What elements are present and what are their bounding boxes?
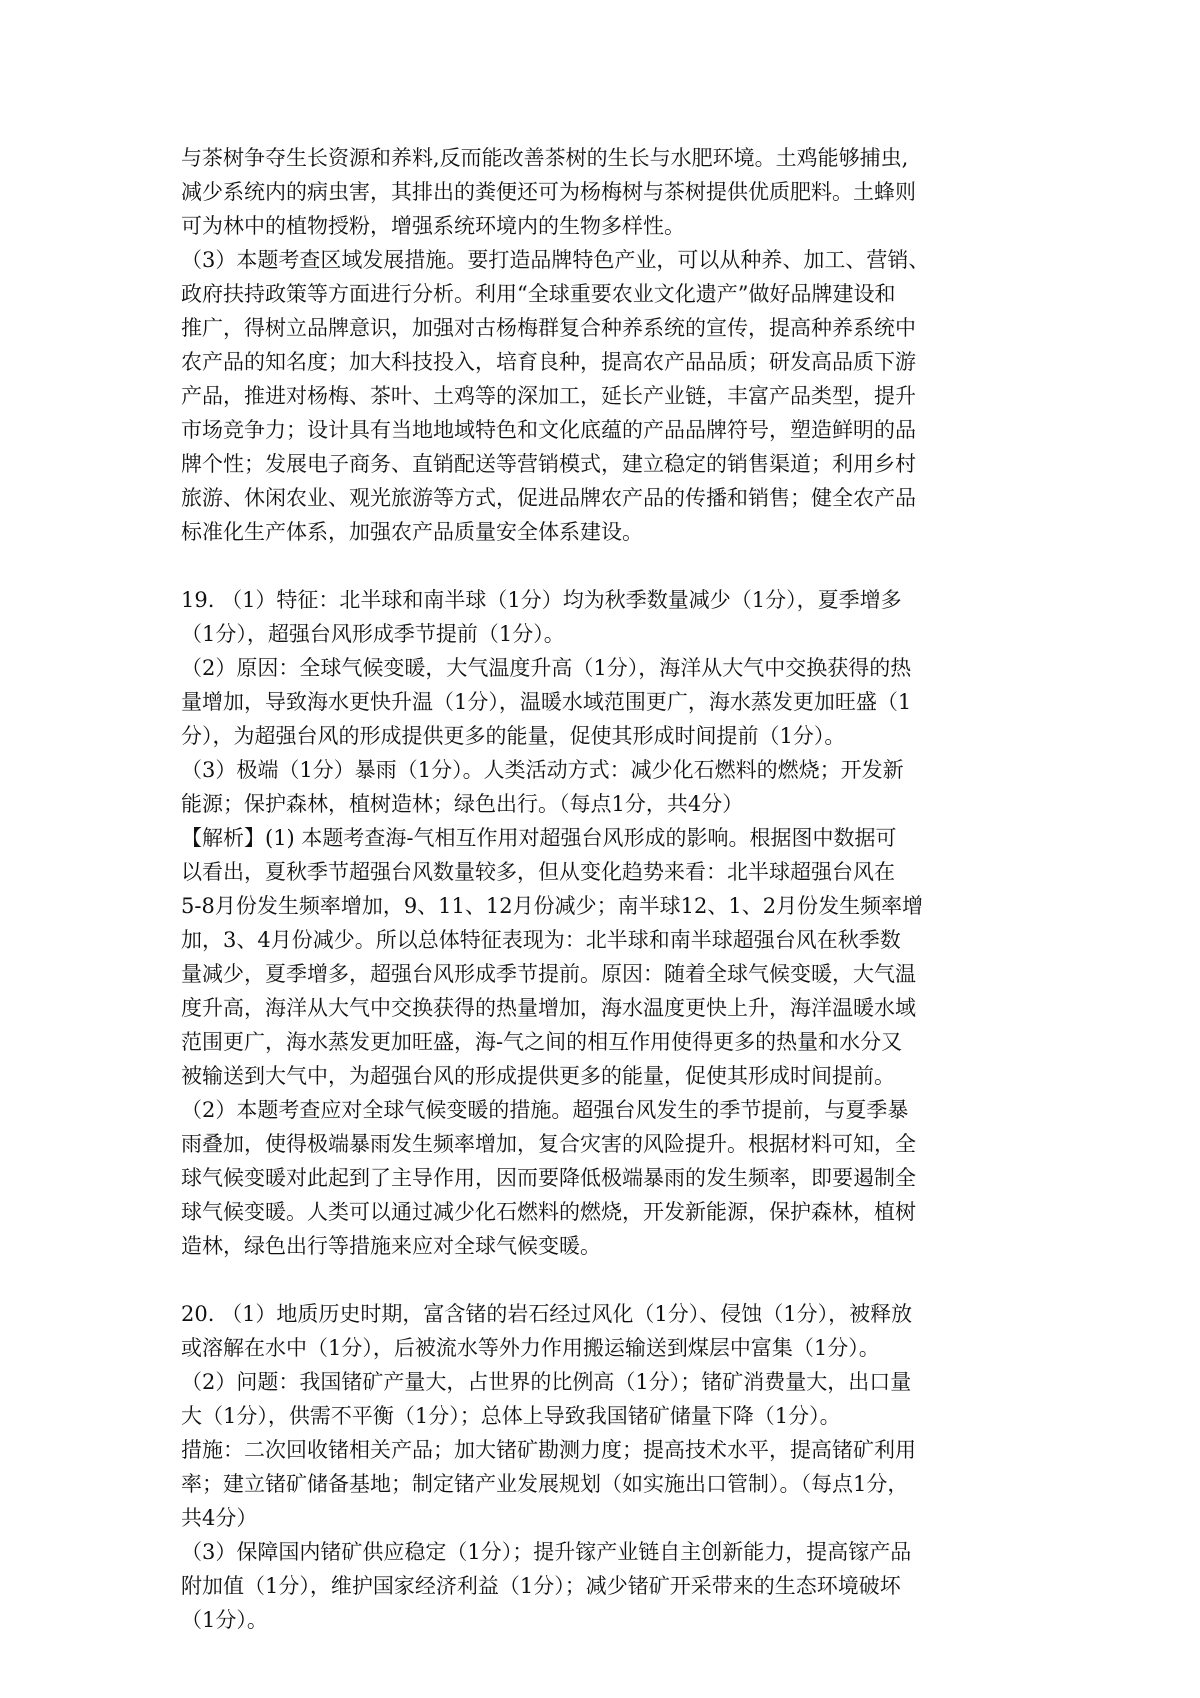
section-spacer	[181, 549, 1021, 583]
text-line: 率；建立锗矿储备基地；制定锗产业发展规划（如实施出口管制）。（每点1分，	[181, 1472, 909, 1496]
text-line: 或溶解在水中（1分），后被流水等外力作用搬运输送到煤层中富集（1分）。	[181, 1336, 880, 1360]
text-line: 可为林中的植物授粉，增强系统环境内的生物多样性。	[181, 214, 685, 238]
section-q20	[181, 1297, 1021, 1637]
text-line: 【解析】(1) 本题考查海-气相互作用对超强台风形成的影响。根据图中数据可	[181, 826, 897, 850]
text-line: 产品，推进对杨梅、茶叶、土鸡等的深加工，延长产业链，丰富产品类型，提升	[181, 384, 916, 408]
text-line: 推广，得树立品牌意识，加强对古杨梅群复合种养系统的宣传，提高种养系统中	[181, 316, 916, 340]
text-line: 被输送到大气中，为超强台风的形成提供更多的能量，促使其形成时间提前。	[181, 1064, 895, 1088]
text-line: 球气候变暖对此起到了主导作用，因而要降低极端暴雨的发生频率，即要遏制全	[181, 1166, 916, 1190]
text-line: （3）保障国内锗矿供应稳定（1分）；提升镓产业链自主创新能力，提高镓产品	[181, 1540, 912, 1564]
text-line: 度升高，海洋从大气中交换获得的热量增加，海水温度更快上升，海洋温暖水域	[181, 996, 916, 1020]
text-line: 加，3、4月份减少。所以总体特征表现为：北半球和南半球超强台风在秋季数	[181, 928, 901, 952]
text-line: （3）极端（1分）暴雨（1分）。人类活动方式：减少化石燃料的燃烧；开发新	[181, 758, 904, 782]
text-line: 20. （1）地质历史时期，富含锗的岩石经过风化（1分）、侵蚀（1分），被释放	[181, 1302, 913, 1326]
text-line: 共4分）	[181, 1506, 258, 1530]
text-line: 球气候变暖。人类可以通过减少化石燃料的燃烧，开发新能源，保护森林，植树	[181, 1200, 916, 1224]
text-line: （2）原因：全球气候变暖，大气温度升高（1分），海洋从大气中交换获得的热	[181, 656, 912, 680]
text-line: 量减少，夏季增多，超强台风形成季节提前。原因：随着全球气候变暖，大气温	[181, 962, 916, 986]
text-line: （2）问题：我国锗矿产量大，占世界的比例高（1分）；锗矿消费量大，出口量	[181, 1370, 912, 1394]
text-line: 5-8月份发生频率增加，9、11、12月份减少；南半球12、1、2月份发生频率增	[181, 894, 924, 918]
text-line: 措施：二次回收锗相关产品；加大锗矿勘测力度；提高技术水平，提高锗矿利用	[181, 1438, 916, 1462]
text-line: 减少系统内的病虫害，其排出的粪便还可为杨梅树与茶树提供优质肥料。土蜂则	[181, 180, 916, 204]
text-line: 与茶树争夺生长资源和养料,反而能改善茶树的生长与水肥环境。土鸡能够捕虫,	[181, 146, 909, 170]
text-line: 政府扶持政策等方面进行分析。利用“全球重要农业文化遗产”做好品牌建设和	[181, 282, 896, 306]
section-q18-continued	[181, 141, 1021, 549]
text-line: 牌个性；发展电子商务、直销配送等营销模式，建立稳定的销售渠道；利用乡村	[181, 452, 916, 476]
text-line: 大（1分），供需不平衡（1分）；总体上导致我国锗矿储量下降（1分）。	[181, 1404, 841, 1428]
section-q19	[181, 583, 1021, 1263]
text-line: 能源；保护森林，植树造林；绿色出行。（每点1分，共4分）	[181, 792, 744, 816]
text-line: （2）本题考查应对全球气候变暖的措施。超强台风发生的季节提前，与夏季暴	[181, 1098, 909, 1122]
text-line: 农产品的知名度；加大科技投入，培育良种，提高农产品品质；研发高品质下游	[181, 350, 916, 374]
text-line: 量增加，导致海水更快升温（1分），温暖水域范围更广，海水蒸发更加旺盛（1	[181, 690, 912, 714]
text-line: 造林，绿色出行等措施来应对全球气候变暖。	[181, 1234, 601, 1258]
text-line: 附加值（1分），维护国家经济利益（1分）；减少锗矿开采带来的生态环境破坏	[181, 1574, 901, 1598]
text-line: 雨叠加，使得极端暴雨发生频率增加，复合灾害的风险提升。根据材料可知，全	[181, 1132, 916, 1156]
text-line: （1分）。	[181, 1608, 268, 1632]
text-line: 范围更广，海水蒸发更加旺盛，海-气之间的相互作用使得更多的热量和水分又	[181, 1030, 903, 1054]
text-line: （1分），超强台风形成季节提前（1分）。	[181, 622, 565, 646]
text-line: 旅游、休闲农业、观光旅游等方式，促进品牌农产品的传播和销售；健全农产品	[181, 486, 916, 510]
section-spacer	[181, 1263, 1021, 1297]
text-line: 标准化生产体系，加强农产品质量安全体系建设。	[181, 520, 643, 544]
text-line: 以看出，夏秋季节超强台风数量较多，但从变化趋势来看：北半球超强台风在	[181, 860, 895, 884]
answer-document	[181, 141, 1021, 1637]
text-line: 市场竞争力；设计具有当地地域特色和文化底蕴的产品品牌符号，塑造鲜明的品	[181, 418, 916, 442]
text-line: （3）本题考查区域发展措施。要打造品牌特色产业，可以从种养、加工、营销、	[181, 248, 930, 272]
text-line: 分），为超强台风的形成提供更多的能量，促使其形成时间提前（1分）。	[181, 724, 846, 748]
text-line: 19. （1）特征：北半球和南半球（1分）均为秋季数量减少（1分），夏季增多	[181, 588, 902, 612]
